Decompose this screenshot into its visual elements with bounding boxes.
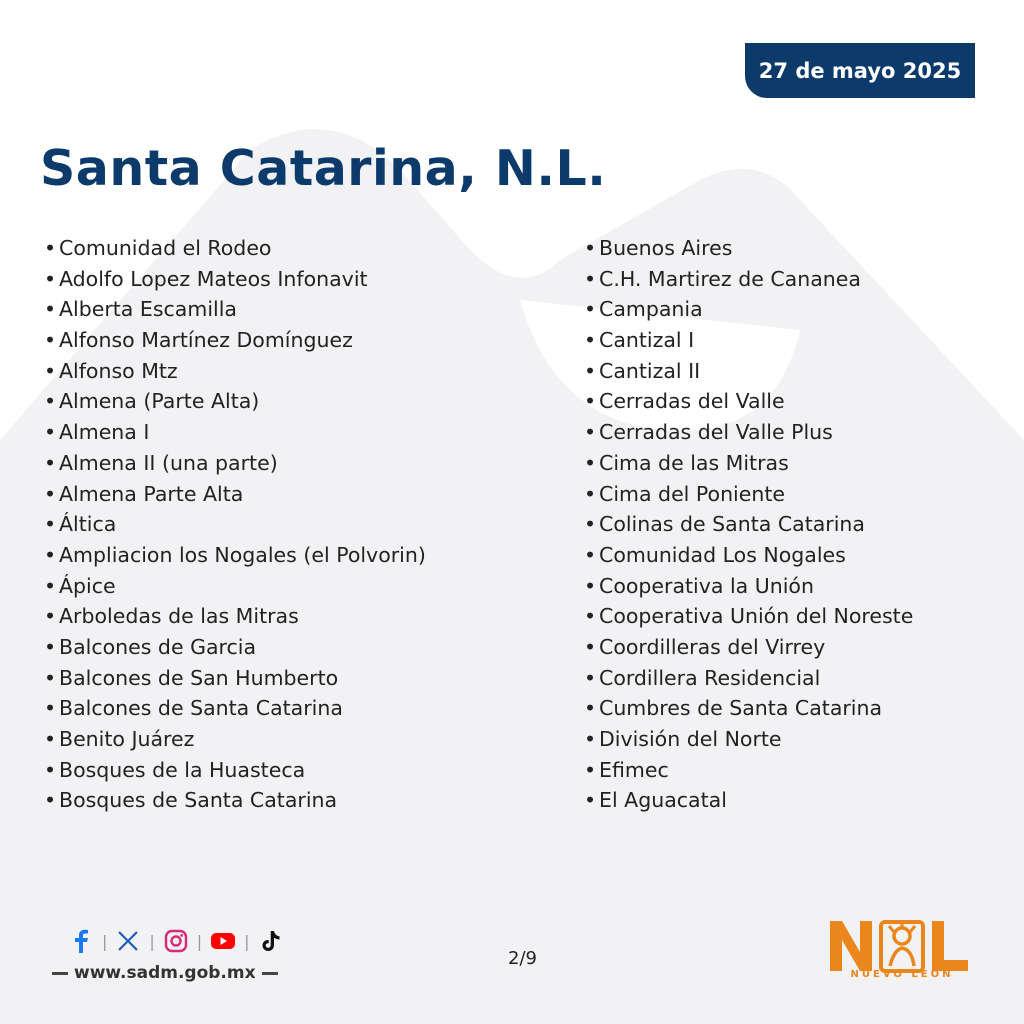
bullet-point: • (584, 727, 597, 751)
colonia-name: Cooperativa la Unión (599, 573, 814, 598)
colonia-name: Almena II (una parte) (59, 450, 278, 475)
bullet-point: • (584, 604, 597, 629)
colonia-name: Balcones de Garcia (59, 634, 257, 659)
colonia-item (584, 386, 913, 417)
separator: | (149, 931, 155, 951)
colonia-item (584, 785, 913, 816)
colonia-item (584, 264, 913, 295)
colonia-name: Comunidad el Rodeo (59, 236, 272, 260)
colonia-item (584, 755, 913, 786)
colonia-name: Balcones de Santa Catarina (59, 696, 343, 721)
website-text: www.sadm.gob.mx (74, 963, 256, 983)
colonia-item (44, 356, 426, 387)
colonia-name: Efimec (599, 757, 669, 782)
colonia-name: Almena Parte Alta (59, 481, 244, 506)
colonia-item (44, 632, 426, 663)
bullet-point: • (44, 542, 57, 567)
colonias-list-right (584, 233, 913, 816)
colonia-name: Cerradas del Valle (599, 389, 785, 414)
bullet-point: • (584, 450, 597, 475)
colonia-name: Comunidad Los Nogales (599, 542, 846, 567)
colonia-item (584, 663, 913, 694)
colonia-item (44, 417, 426, 448)
tiktok-icon[interactable] (258, 928, 284, 954)
bullet-point: • (44, 358, 57, 383)
colonia-item (44, 571, 426, 602)
colonia-name: Almena I (59, 420, 150, 445)
separator: | (102, 931, 108, 951)
colonia-item (44, 448, 426, 479)
colonia-item (584, 632, 913, 663)
colonia-name: Cooperativa Unión del Noreste (599, 604, 914, 629)
page-number: 2/9 (508, 948, 537, 969)
logo-caption: NUEVO LEÓN (850, 969, 954, 980)
colonia-name: Bosques de Santa Catarina (59, 788, 338, 813)
colonia-item (44, 479, 426, 510)
colonia-name: Cima del Poniente (599, 481, 786, 506)
social-icons (68, 928, 284, 954)
colonia-name: Buenos Aires (599, 236, 733, 260)
bullet-point: • (584, 788, 597, 813)
website-link[interactable] (52, 963, 278, 983)
bullet-point: • (44, 604, 57, 629)
colonia-item (44, 509, 426, 540)
colonia-name: Áltica (59, 512, 117, 537)
bullet-point: • (584, 297, 597, 322)
colonia-item (44, 294, 426, 325)
colonia-name: Cantizal I (599, 328, 695, 353)
bullet-point: • (584, 389, 597, 414)
bullet-point: • (44, 634, 57, 659)
colonia-name: Coordilleras del Virrey (599, 634, 826, 659)
bullet-point: • (44, 450, 57, 475)
colonia-item (44, 693, 426, 724)
colonia-item (584, 448, 913, 479)
bullet-point: • (584, 358, 597, 383)
colonia-name: Almena (Parte Alta) (59, 389, 260, 414)
separator: | (244, 931, 250, 951)
bullet-point: • (44, 696, 57, 721)
colonia-item (584, 479, 913, 510)
colonia-item (584, 233, 913, 264)
colonia-item (584, 417, 913, 448)
date-badge: 27 de mayo 2025 (745, 43, 975, 98)
colonia-item (584, 356, 913, 387)
colonia-item (44, 663, 426, 694)
bullet-point: • (44, 481, 57, 506)
bullet-point: • (584, 481, 597, 506)
colonia-item (44, 325, 426, 356)
youtube-icon[interactable] (210, 928, 236, 954)
colonia-name: División del Norte (599, 727, 782, 751)
colonia-item (584, 294, 913, 325)
bullet-point: • (584, 328, 597, 353)
colonia-item (44, 233, 426, 264)
bullet-point: • (44, 788, 57, 813)
colonia-item (44, 785, 426, 816)
colonia-name: Ápice (59, 573, 116, 598)
colonia-name: Cantizal II (599, 358, 701, 383)
bullet-point: • (44, 328, 57, 353)
bullet-point: • (44, 266, 57, 291)
colonia-item (584, 325, 913, 356)
bullet-point: • (44, 512, 57, 537)
colonia-name: Campania (599, 297, 703, 322)
bullet-point: • (584, 542, 597, 567)
bullet-point: • (584, 665, 597, 690)
colonia-item (584, 693, 913, 724)
colonia-name: Cordillera Residencial (599, 665, 821, 690)
instagram-icon[interactable] (163, 928, 189, 954)
bullet-point: • (584, 266, 597, 291)
colonia-item (44, 540, 426, 571)
colonia-item (44, 601, 426, 632)
bullet-point: • (584, 696, 597, 721)
bullet-point: • (44, 389, 57, 414)
colonia-item (44, 755, 426, 786)
colonia-name: Ampliacion los Nogales (el Polvorin) (59, 542, 426, 567)
bullet-point: • (44, 297, 57, 322)
colonia-name: Alfonso Mtz (59, 358, 178, 383)
colonia-name: Cumbres de Santa Catarina (599, 696, 883, 721)
separator: | (196, 931, 203, 951)
colonia-name: Alfonso Martínez Domínguez (59, 328, 353, 353)
x-icon[interactable] (115, 928, 141, 954)
colonia-item (44, 386, 426, 417)
bullet-point: • (584, 420, 597, 445)
bullet-point: • (44, 757, 57, 782)
bullet-point: • (44, 665, 57, 690)
bullet-point: • (44, 236, 57, 260)
bullet-point: • (584, 757, 597, 782)
colonia-name: Alberta Escamilla (59, 297, 237, 322)
colonia-name: El Aguacatal (599, 788, 727, 813)
colonia-name: C.H. Martirez de Cananea (599, 266, 861, 291)
colonia-name: Benito Juárez (59, 727, 195, 751)
bullet-point: • (44, 573, 57, 598)
dash-left (52, 972, 68, 975)
bullet-point: • (584, 573, 597, 598)
facebook-icon[interactable] (68, 928, 94, 954)
bullet-point: • (584, 236, 597, 260)
colonia-name: Arboledas de las Mitras (59, 604, 299, 629)
bullet-point: • (44, 727, 57, 751)
colonia-item (584, 601, 913, 632)
colonia-name: Adolfo Lopez Mateos Infonavit (59, 266, 368, 291)
bullet-point: • (44, 420, 57, 445)
bullet-point: • (584, 512, 597, 537)
colonia-name: Colinas de Santa Catarina (599, 512, 865, 537)
colonia-item (44, 264, 426, 295)
colonia-name: Cima de las Mitras (599, 450, 789, 475)
colonias-list-left (44, 233, 426, 816)
colonia-item (584, 724, 913, 755)
colonia-name: Bosques de la Huasteca (59, 757, 306, 782)
colonia-item (584, 509, 913, 540)
colonia-name: Balcones de San Humberto (59, 665, 339, 690)
bullet-point: • (584, 634, 597, 659)
colonia-name: Cerradas del Valle Plus (599, 420, 833, 445)
page-title: Santa Catarina, N.L. (40, 140, 607, 197)
colonia-item (584, 540, 913, 571)
colonia-item (584, 571, 913, 602)
dash-right (262, 972, 278, 975)
colonia-item (44, 724, 426, 755)
